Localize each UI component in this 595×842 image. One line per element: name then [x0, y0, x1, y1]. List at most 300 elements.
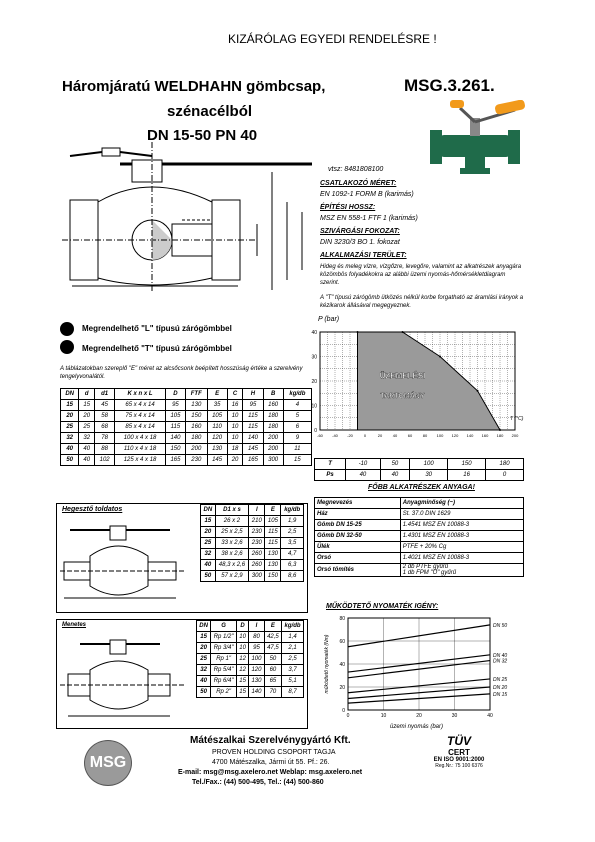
parts-table-cell: Ház	[315, 509, 401, 520]
dimension-table-cell: 5	[283, 411, 311, 422]
dimension-table-cell: 18	[227, 444, 243, 455]
dimension-table-cell: 95	[243, 400, 263, 411]
weld-table-cell: 57 x 2,9	[215, 571, 249, 582]
parts-table-cell: Orsó tömítés	[315, 564, 401, 577]
torque-series-label: DN 20	[493, 685, 508, 691]
thread-table-cell: 50	[264, 654, 281, 665]
tuv-iso-label: EN ISO 9001:2000	[433, 757, 485, 763]
dimension-table-cell: 180	[263, 422, 283, 433]
title-line-1: Háromjáratú WELDHAHN gömbcsap,	[62, 78, 326, 95]
dimension-table-cell: 68	[95, 422, 115, 433]
weld-table-cell: 38 x 2,6	[215, 549, 249, 560]
thread-table-cell: 8,7	[282, 687, 304, 698]
dimension-table-cell: 85 x 4 x 14	[115, 422, 166, 433]
dimension-table-cell: 10	[227, 433, 243, 444]
parts-table-row	[315, 542, 524, 553]
weld-table-row	[201, 516, 304, 527]
parts-table-header-cell: Anyagminőség (~)	[400, 498, 523, 509]
thread-table-cell: Rp 6/4"	[211, 676, 237, 687]
dimension-table-header-cell: kg/db	[283, 389, 311, 400]
dimension-table-cell: 65 x 4 x 14	[115, 400, 166, 411]
thread-table-row	[197, 676, 304, 687]
weld-table-cell: 210	[249, 516, 265, 527]
weld-table-cell: 130	[265, 549, 281, 560]
pt-ytick: 40	[311, 330, 317, 336]
pt-xtick: 100	[436, 433, 444, 438]
dimension-table-row	[61, 444, 312, 455]
torque-xtick: 30	[451, 713, 458, 719]
parts-table-cell: Gömb DN 32-50	[315, 531, 401, 542]
torque-series-label: DN 25	[493, 676, 508, 683]
weld-table-cell: 32	[201, 549, 216, 560]
pt-xtick: -20	[347, 433, 353, 438]
parts-table-cell: PTFE + 20% Cg	[400, 542, 523, 553]
thread-table-cell: 120	[249, 665, 265, 676]
torque-title: MŰKÖDTETŐ NYOMATÉK IGÉNY:	[326, 603, 439, 610]
dimension-table-cell: 140	[165, 433, 185, 444]
thread-table-cell: 65	[264, 676, 281, 687]
thread-table-row	[197, 654, 304, 665]
thread-table-cell: Rp 1"	[211, 654, 237, 665]
thread-table-cell: 5,1	[282, 676, 304, 687]
dimension-table-header-cell: E	[207, 389, 227, 400]
dimension-table-cell: 15	[79, 400, 95, 411]
thread-table-header-cell: l	[249, 621, 265, 632]
pt-ytick: 0	[314, 428, 317, 434]
dimension-table-header-cell: d1	[95, 389, 115, 400]
tuv-cert-label: CERT	[448, 748, 470, 757]
thread-table-cell: Rp 5/4"	[211, 665, 237, 676]
thread-table-cell: 2,5	[282, 654, 304, 665]
dimension-table-cell: 180	[263, 411, 283, 422]
thread-table-header-cell: D	[237, 621, 249, 632]
customs-code: vtsz: 8481808100	[328, 166, 384, 173]
company-address: 4700 Mátészalka, Jármi út 55. Pf.: 26.	[212, 759, 330, 766]
weld-table-cell: 26 x 2	[215, 516, 249, 527]
dimension-table-cell: 88	[95, 444, 115, 455]
weld-table-cell: 260	[249, 560, 265, 571]
company-phone: Tel./Fax.: (44) 500-495, Tel.: (44) 500-860	[192, 779, 324, 786]
thread-table-cell: 130	[249, 676, 265, 687]
thread-table-cell: 140	[249, 687, 265, 698]
dimension-table-header-row	[61, 389, 312, 400]
weld-table-cell: 8,6	[281, 571, 304, 582]
pt-table-cell: 180	[486, 459, 524, 470]
dimension-table-cell: 230	[186, 455, 207, 466]
dimension-table-header-cell: FTF	[186, 389, 207, 400]
pt-table-cell: Ps	[315, 470, 346, 481]
dimension-table-cell: 35	[207, 400, 227, 411]
connection-size-value: EN 1092-1 FORM B (karimás)	[320, 191, 414, 198]
e-dimension-note: A táblázatokban szereplő "E" méret az alcsőcsonk beépített hosszúság értéke a szerelvény tengelyvonalától.	[60, 366, 303, 380]
tuv-label: TÜV	[447, 734, 471, 748]
weld-table-cell: 105	[265, 516, 281, 527]
weld-end-title: Hegesztő toldatos	[62, 506, 123, 513]
parts-table-cell: Ülék	[315, 542, 401, 553]
torque-ytick: 60	[339, 639, 345, 645]
connection-size-label: CSATLAKOZÓ MÉRET:	[320, 180, 397, 187]
thread-table-row	[197, 687, 304, 698]
dimension-table-cell: 105	[165, 411, 185, 422]
pt-xtick: 20	[377, 433, 383, 438]
weld-table-row	[201, 571, 304, 582]
availability-note: KIZÁRÓLAG EGYEDI RENDELÉSRE !	[228, 32, 437, 46]
application-text: Hideg és meleg vízre, vízgőzre, levegőre, valamint az alkatrészek anyagára közömbös folyadékokra az alábbi üzemi nyomás-hőmérsékletdiagram szerint.	[320, 264, 522, 286]
valve-technical-drawing	[62, 142, 320, 292]
company-group: PROVEN HOLDING CSOPORT TAGJA	[212, 749, 336, 756]
thread-table-cell: 12	[237, 665, 249, 676]
leakage-class-value: DIN 3230/3 BO 1. fokozat	[320, 239, 400, 246]
dimension-table-cell: 10	[227, 411, 243, 422]
dimension-table-cell: 6	[283, 422, 311, 433]
dimension-table-cell: 40	[79, 455, 95, 466]
pt-xtick: 0	[363, 433, 367, 438]
torque-ytick: 80	[339, 616, 345, 622]
thread-table-header-cell: DN	[197, 621, 211, 632]
torque-series-label: DN 40	[493, 652, 508, 659]
pt-table-cell: 100	[410, 459, 448, 470]
pt-data-point	[439, 356, 441, 358]
pt-ytick: 30	[311, 354, 317, 361]
pt-xtick: 40	[392, 433, 398, 438]
torque-xtick: 0	[346, 713, 350, 719]
dimension-table-cell: 130	[186, 400, 207, 411]
parts-table-cell: St. 37.0 DIN 1629	[400, 509, 523, 520]
torque-xtick: 20	[416, 713, 422, 719]
l-type-icon	[60, 322, 74, 336]
weld-table-row	[201, 549, 304, 560]
thread-table-cell: 1,4	[282, 632, 304, 643]
dimension-table-cell: 140	[243, 433, 263, 444]
parts-table-cell: 2 db PTFE gyűrű 1 db FPM "O" gyűrű	[400, 564, 523, 577]
pt-xtick: 200	[511, 433, 519, 438]
pt-xtick: -40	[332, 433, 338, 438]
thread-table-header-row	[197, 621, 304, 632]
pt-xtick: 80	[422, 433, 428, 438]
parts-table-row	[315, 520, 524, 531]
thread-table-cell: 12	[237, 654, 249, 665]
torque-series-label: DN 15	[493, 691, 508, 698]
dimension-table-cell: 15	[283, 455, 311, 466]
weld-table-cell: 48,3 x 2,6	[215, 560, 249, 571]
parts-table-header-row	[315, 498, 524, 509]
tuv-reg-label: Reg.Nr.: 75 100 6376	[435, 763, 483, 769]
t-type-label: Megrendelhető "T" típusú zárógömbbel	[82, 344, 232, 353]
weld-table-cell: 260	[249, 549, 265, 560]
parts-title: FŐBB ALKATRÉSZEK ANYAGA!	[368, 484, 475, 491]
parts-table-cell: Gömb DN 15-25	[315, 520, 401, 531]
torque-xtick: 40	[487, 713, 493, 719]
dimension-table-cell: 20	[79, 411, 95, 422]
weld-table-cell: 115	[265, 538, 281, 549]
thread-table-cell: 95	[249, 643, 265, 654]
dimension-table-cell: 25	[61, 422, 79, 433]
pt-table-cell: 0	[486, 470, 524, 481]
dimension-table-cell: 200	[263, 444, 283, 455]
weld-table-cell: 150	[265, 571, 281, 582]
torque-ylabel: működtető nyomaték (Nm)	[324, 634, 330, 694]
thread-table-cell: 40	[197, 676, 211, 687]
parts-table-cell: Orsó	[315, 553, 401, 564]
dimension-table-cell: 58	[95, 411, 115, 422]
pt-table-cell: 30	[410, 470, 448, 481]
thread-table-row	[197, 643, 304, 654]
weld-table-cell: 130	[265, 560, 281, 571]
dimension-table-cell: 50	[61, 455, 79, 466]
dimension-table-cell: 10	[227, 422, 243, 433]
dimension-table-cell: 200	[186, 444, 207, 455]
pt-xtick: 160	[481, 433, 489, 438]
thread-table-cell: 32	[197, 665, 211, 676]
weld-table-cell: 3,5	[281, 538, 304, 549]
pt-table-cell: 50	[380, 459, 410, 470]
dimension-table-cell: 40	[79, 444, 95, 455]
thread-table-header-cell: E	[264, 621, 281, 632]
pbar-label: P (bar)	[318, 316, 340, 323]
pt-watermark-2: TARTOMÁNY	[380, 393, 425, 401]
weld-table-cell: 230	[249, 538, 265, 549]
company-email: E-mail: msg@msg.axelero.net Weblap: msg.axelero.net	[178, 769, 363, 776]
parts-table-cell: 1.4541 MSZ EN 10088-3	[400, 520, 523, 531]
t-axis-label: T (°C)	[510, 416, 524, 422]
dimension-table-cell: 145	[207, 455, 227, 466]
dimension-table-cell: 145	[243, 444, 263, 455]
weld-table-cell: 40	[201, 560, 216, 571]
pt-data-point	[477, 390, 479, 392]
dimension-table-cell: 165	[165, 455, 185, 466]
dimension-table-cell: 200	[263, 433, 283, 444]
company-name: Mátészalkai Szerelvénygyártó Kft.	[190, 735, 351, 746]
thread-table-cell: 70	[264, 687, 281, 698]
build-length-label: ÉPÍTÉSI HOSSZ:	[320, 204, 376, 211]
torque-ytick: 20	[339, 685, 345, 691]
dimension-table-row	[61, 433, 312, 444]
dimension-table-cell: 130	[207, 444, 227, 455]
thread-table-cell: 100	[249, 654, 265, 665]
thread-table-cell: 10	[237, 632, 249, 643]
torque-xtick: 10	[380, 713, 387, 719]
threaded-table	[196, 620, 304, 698]
weld-table-cell: 25 x 2,5	[215, 527, 249, 538]
torque-series-label: DN 32	[493, 658, 508, 665]
parts-table-row	[315, 553, 524, 564]
pt-ytick: 20	[311, 379, 317, 385]
dimension-table-cell: 15	[61, 400, 79, 411]
weld-table-cell: 15	[201, 516, 216, 527]
threaded-title: Menetes	[62, 622, 87, 628]
dimension-table-header-cell: H	[243, 389, 263, 400]
thread-table-row	[197, 665, 304, 676]
dimension-table-cell: 9	[283, 433, 311, 444]
weld-table-cell: 300	[249, 571, 265, 582]
parts-table-cell: 1.4021 MSZ EN 10088-3	[400, 553, 523, 564]
build-length-value: MSZ EN 558-1 FTF 1 (karimás)	[320, 215, 418, 222]
dimension-table-cell: 160	[263, 400, 283, 411]
dimension-table-cell: 105	[207, 411, 227, 422]
dimension-table-cell: 150	[165, 444, 185, 455]
dimension-table-header-cell: DN	[61, 389, 79, 400]
dimension-table-cell: 165	[243, 455, 263, 466]
pt-xtick: -60	[317, 433, 323, 438]
dimension-table-cell: 32	[61, 433, 79, 444]
weld-end-drawing	[60, 516, 200, 606]
pt-data-point	[357, 331, 359, 333]
product-photo	[420, 100, 530, 175]
weld-table-cell: 6,3	[281, 560, 304, 571]
weld-table-cell: 1,9	[281, 516, 304, 527]
t-type-icon	[60, 340, 74, 354]
weld-table-cell: 115	[265, 527, 281, 538]
dimension-table-cell: 20	[61, 411, 79, 422]
dimension-table	[60, 388, 312, 466]
dimension-table-row	[61, 400, 312, 411]
weld-table-cell: 20	[201, 527, 216, 538]
thread-table-cell: 25	[197, 654, 211, 665]
dimension-table-cell: 115	[165, 422, 185, 433]
thread-table-cell: 15	[237, 687, 249, 698]
dimension-table-cell: 45	[95, 400, 115, 411]
pressure-temperature-table	[314, 458, 524, 481]
weld-table-row	[201, 560, 304, 571]
dimension-table-cell: 300	[263, 455, 283, 466]
pt-watermark-1: ÜZEMELÉSI	[379, 371, 426, 381]
dimension-table-cell: 16	[227, 400, 243, 411]
dimension-table-cell: 100 x 4 x 18	[115, 433, 166, 444]
weld-table-header-cell: D1 x s	[215, 505, 249, 516]
weld-table-row	[201, 527, 304, 538]
pt-table-row	[315, 470, 524, 481]
dimension-table-cell: 110 x 4 x 18	[115, 444, 166, 455]
dimension-table-header-cell: d	[79, 389, 95, 400]
dimension-table-header-cell: B	[263, 389, 283, 400]
weld-table-row	[201, 538, 304, 549]
pt-chart	[300, 318, 530, 448]
thread-table-cell: Rp 3/4"	[211, 643, 237, 654]
thread-table-cell: Rp 2"	[211, 687, 237, 698]
dimension-table-cell: 115	[243, 411, 263, 422]
dimension-table-row	[61, 455, 312, 466]
parts-table-row	[315, 531, 524, 542]
weld-table-cell: 50	[201, 571, 216, 582]
thread-table-cell: 50	[197, 687, 211, 698]
dimension-table-cell: 75 x 4 x 14	[115, 411, 166, 422]
dimension-table-cell: 102	[95, 455, 115, 466]
pt-xtick: 60	[407, 433, 413, 438]
weld-table-cell: 33 x 2,6	[215, 538, 249, 549]
thread-table-cell: 10	[237, 643, 249, 654]
thread-table-cell: 47,5	[264, 643, 281, 654]
pt-xtick: 180	[496, 433, 504, 438]
parts-table	[314, 497, 524, 577]
leakage-class-label: SZIVÁRGÁSI FOKOZAT:	[320, 228, 400, 235]
dimension-table-cell: 120	[207, 433, 227, 444]
torque-ytick: 0	[342, 708, 345, 714]
dimension-table-cell: 32	[79, 433, 95, 444]
thread-table-cell: Rp 1/2"	[211, 632, 237, 643]
weld-table-header-row	[201, 505, 304, 516]
dimension-table-header-cell: D	[165, 389, 185, 400]
dimension-table-cell: 150	[186, 411, 207, 422]
pt-ytick: 10	[311, 403, 317, 410]
dimension-table-cell: 180	[186, 433, 207, 444]
pt-data-point	[499, 429, 501, 431]
thread-table-cell: 15	[197, 632, 211, 643]
pt-table-row	[315, 459, 524, 470]
weld-table-cell: 4,7	[281, 549, 304, 560]
weld-table-header-cell: E	[265, 505, 281, 516]
pt-xtick: 140	[466, 433, 474, 438]
thread-table-cell: 80	[249, 632, 265, 643]
weld-table-header-cell: DN	[201, 505, 216, 516]
dimension-table-cell: 25	[79, 422, 95, 433]
pt-table-cell: 16	[448, 470, 486, 481]
pt-table-cell: 40	[380, 470, 410, 481]
parts-table-cell: 1.4301 MSZ EN 10088-3	[400, 531, 523, 542]
thread-table-header-cell: kg/db	[282, 621, 304, 632]
pt-table-cell: 40	[346, 470, 381, 481]
dimension-table-row	[61, 411, 312, 422]
thread-table-header-cell: G	[211, 621, 237, 632]
weld-table-cell: 230	[249, 527, 265, 538]
thread-table-cell: 42,5	[264, 632, 281, 643]
torque-series-label: DN 50	[493, 622, 508, 629]
dimension-table-cell: 115	[243, 422, 263, 433]
parts-table-row	[315, 564, 524, 577]
weld-end-table	[200, 504, 304, 582]
dimension-table-cell: 11	[283, 444, 311, 455]
pt-table-cell: T	[315, 459, 346, 470]
company-logo: MSG	[84, 740, 132, 786]
pt-data-point	[402, 331, 404, 333]
thread-table-cell: 15	[237, 676, 249, 687]
tuv-cert-badge	[430, 734, 488, 790]
threaded-drawing	[60, 632, 195, 724]
torque-xlabel: üzemi nyomás (bar)	[390, 724, 444, 730]
weld-table-header-cell: kg/db	[281, 505, 304, 516]
weld-table-cell: 2,5	[281, 527, 304, 538]
torque-chart	[318, 612, 528, 732]
dimension-table-cell: 4	[283, 400, 311, 411]
t-type-note: A "T" típusú zárógömb ütközés nélkül korbe forgatható az áramlási irányok a kézikarok állásával megegyeznek.	[320, 295, 524, 309]
thread-table-cell: 60	[264, 665, 281, 676]
torque-ytick: 40	[339, 662, 345, 668]
pt-table-cell: 150	[448, 459, 486, 470]
product-code: MSG.3.261.	[404, 76, 495, 95]
thread-table-cell: 3,7	[282, 665, 304, 676]
pt-table-cell: -10	[346, 459, 381, 470]
dimension-table-cell: 110	[207, 422, 227, 433]
thread-table-cell: 20	[197, 643, 211, 654]
thread-table-cell: 2,1	[282, 643, 304, 654]
dimension-table-header-cell: C	[227, 389, 243, 400]
dimension-table-cell: 40	[61, 444, 79, 455]
dimension-table-header-cell: K x n x L	[115, 389, 166, 400]
dimension-table-cell: 125 x 4 x 18	[115, 455, 166, 466]
dimension-table-cell: 78	[95, 433, 115, 444]
application-label: ALKALMAZÁSI TERÜLET:	[320, 252, 407, 259]
parts-table-row	[315, 509, 524, 520]
title-line-3: DN 15-50 PN 40	[147, 127, 258, 144]
dimension-table-cell: 160	[186, 422, 207, 433]
weld-table-cell: 25	[201, 538, 216, 549]
dimension-table-row	[61, 422, 312, 433]
dimension-table-cell: 20	[227, 455, 243, 466]
title-line-2: szénacélból	[167, 103, 253, 120]
l-type-label: Megrendelhető "L" típusú zárógömbbel	[82, 324, 232, 333]
weld-table-header-cell: l	[249, 505, 265, 516]
dimension-table-cell: 95	[165, 400, 185, 411]
thread-table-row	[197, 632, 304, 643]
